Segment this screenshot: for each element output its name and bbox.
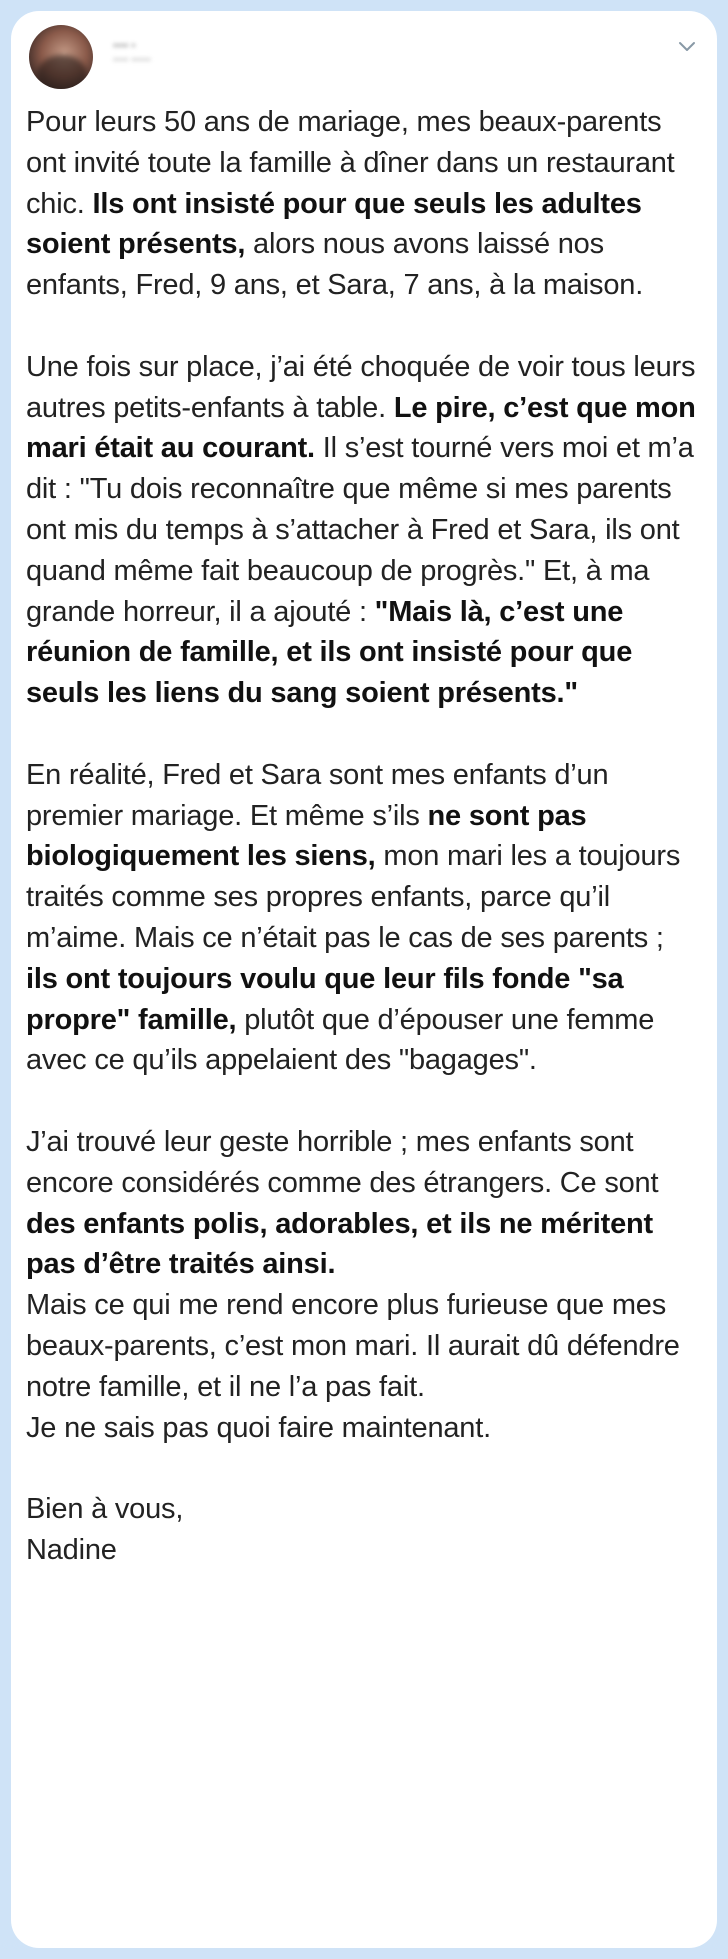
bold-segment: "Mais là, c’est une réunion de famille, et ils ont insisté pour que seuls les liens du sang soient présents." — [26, 595, 633, 710]
bold-segment: Le pire, c’est que mon mari était au courant. — [26, 391, 696, 465]
bold-segment: ils ont toujours voulu que leur fils fonde "sa propre" famille, — [26, 962, 624, 1036]
paragraph-6: Je ne sais pas quoi faire maintenant. — [26, 1411, 491, 1444]
chevron-down-icon — [678, 41, 696, 53]
post-body — [26, 102, 702, 1571]
paragraph-gap — [26, 1081, 702, 1122]
bold-segment: ne sont pas biologiquement les siens, — [26, 799, 587, 873]
text-segment: Il s’est tourné vers moi et m’a dit : "Tu dois reconnaître que même si mes parents ont mis du temps à s’attacher à Fred et Sara, ils ont quand même fait beaucoup de progrès." Et, à ma grande horreur, il a ajouté : — [26, 432, 694, 628]
text-segment: J’ai trouvé leur geste horrible ; mes enfants sont encore considérés comme des étrangers. Ce sont — [26, 1125, 659, 1199]
paragraph-gap — [26, 714, 702, 755]
post-header — [29, 25, 699, 95]
avatar[interactable] — [29, 25, 93, 89]
paragraph-2 — [26, 347, 702, 714]
text-segment: mon mari les a toujours traités comme ses propres enfants, parce qu’il m’aime. Mais ce n’était pas le cas de ses parents ; — [26, 840, 681, 954]
text-segment: plutôt que d’épouser une femme avec ce qu’ils appelaient des "bagages". — [26, 1003, 655, 1077]
signature: Nadine — [26, 1533, 117, 1566]
bold-segment: des enfants polis, adorables, et ils ne méritent pas d’être traités ainsi. — [26, 1207, 653, 1281]
paragraph-5: Mais ce qui me rend encore plus furieuse que mes beaux-parents, c’est mon mari. Il aurait dû défendre notre famille, et il ne l’a pas fait. — [26, 1289, 680, 1403]
signoff: Bien à vous, — [26, 1493, 184, 1526]
author-block[interactable] — [113, 39, 151, 67]
paragraph-gap — [26, 1448, 702, 1489]
post-card — [11, 11, 717, 1948]
text-segment: En réalité, Fred et Sara sont mes enfants d’un premier mariage. Et même s’ils — [26, 758, 609, 832]
text-segment: alors nous avons laissé nos enfants, Fred, 9 ans, et Sara, 7 ans, à la maison. — [26, 228, 644, 302]
post-menu-button[interactable] — [675, 35, 699, 59]
paragraph-4 — [26, 1122, 702, 1285]
paragraph-1 — [26, 102, 702, 306]
paragraph-3 — [26, 755, 702, 1081]
paragraph-gap — [26, 306, 702, 347]
bold-segment: Ils ont insisté pour que seuls les adultes soient présents, — [26, 187, 642, 261]
author-display-name[interactable]: •••• • — [113, 40, 136, 52]
author-handle[interactable]: •••• ••••• — [113, 54, 151, 66]
text-segment: Pour leurs 50 ans de mariage, mes beaux-parents ont invité toute la famille à dîner dans un restaurant chic. — [26, 106, 675, 220]
text-segment: Une fois sur place, j’ai été choquée de voir tous leurs autres petits-enfants à table. — [26, 350, 696, 424]
